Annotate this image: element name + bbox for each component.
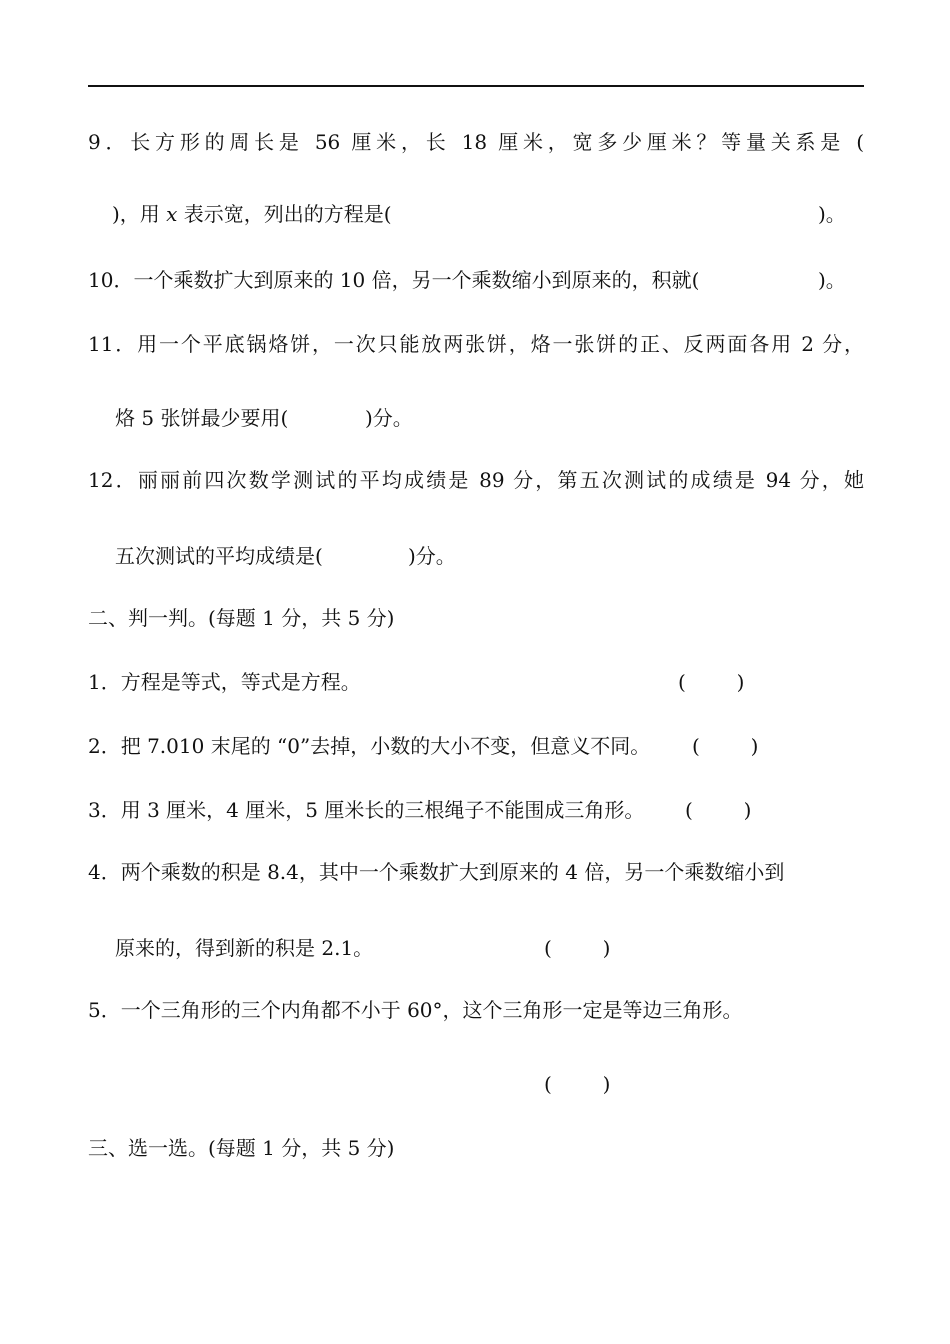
choose-heading: 三、选一选。(每题 1 分，共 5 分)	[88, 1136, 395, 1160]
q9-line2	[112, 200, 392, 228]
judge-item-1: 1．方程是等式，等式是方程。	[88, 670, 361, 694]
judge-bracket-2[interactable]: ( )	[692, 734, 759, 758]
judge-item-4-cont: 原来的，得到新的积是 2.1。	[115, 936, 374, 960]
judge-item-3: 3．用 3 厘米，4 厘米，5 厘米长的三根绳子不能围成三角形。	[88, 798, 645, 822]
judge-bracket-1[interactable]: ( )	[678, 670, 745, 694]
q12-blank-end: )分。	[408, 544, 456, 568]
q9-line1: 9．长方形的周长是 56 厘米，长 18 厘米，宽多少厘米？等量关系是 (	[88, 130, 864, 154]
q10-text: 10．一个乘数扩大到原来的 10 倍，另一个乘数缩小到原来的，积就(	[88, 268, 700, 292]
judge-bracket-3[interactable]: ( )	[685, 798, 752, 822]
q11-line1: 11．用一个平底锅烙饼，一次只能放两张饼，烙一张饼的正、反两面各用 2 分，	[88, 332, 864, 356]
judge-bracket-4[interactable]: ( )	[544, 936, 611, 960]
judge-bracket-5[interactable]: ( )	[544, 1072, 611, 1096]
q9-line2-a: )，用	[112, 202, 167, 226]
q9-blank-end: )。	[818, 202, 846, 226]
q12-line2: 五次测试的平均成绩是(	[115, 544, 323, 568]
judge-item-2: 2．把 7.010 末尾的 “0”去掉，小数的大小不变，但意义不同。	[88, 734, 651, 758]
q9-variable: x	[166, 202, 178, 226]
judge-item-4: 4．两个乘数的积是 8.4，其中一个乘数扩大到原来的 4 倍，另一个乘数缩小到	[88, 860, 785, 884]
q11-blank-end: )分。	[365, 406, 413, 430]
q10-blank-end: )。	[818, 268, 846, 292]
judge-item-5: 5．一个三角形的三个内角都不小于 60°，这个三角形一定是等边三角形。	[88, 998, 743, 1022]
judge-heading: 二、判一判。(每题 1 分，共 5 分)	[88, 606, 395, 630]
top-rule	[88, 85, 864, 87]
q9-line2-b: 表示宽，列出的方程是(	[177, 202, 392, 226]
q12-line1: 12．丽丽前四次数学测试的平均成绩是 89 分，第五次测试的成绩是 94 分，她	[88, 468, 864, 492]
q11-line2: 烙 5 张饼最少要用(	[115, 406, 289, 430]
